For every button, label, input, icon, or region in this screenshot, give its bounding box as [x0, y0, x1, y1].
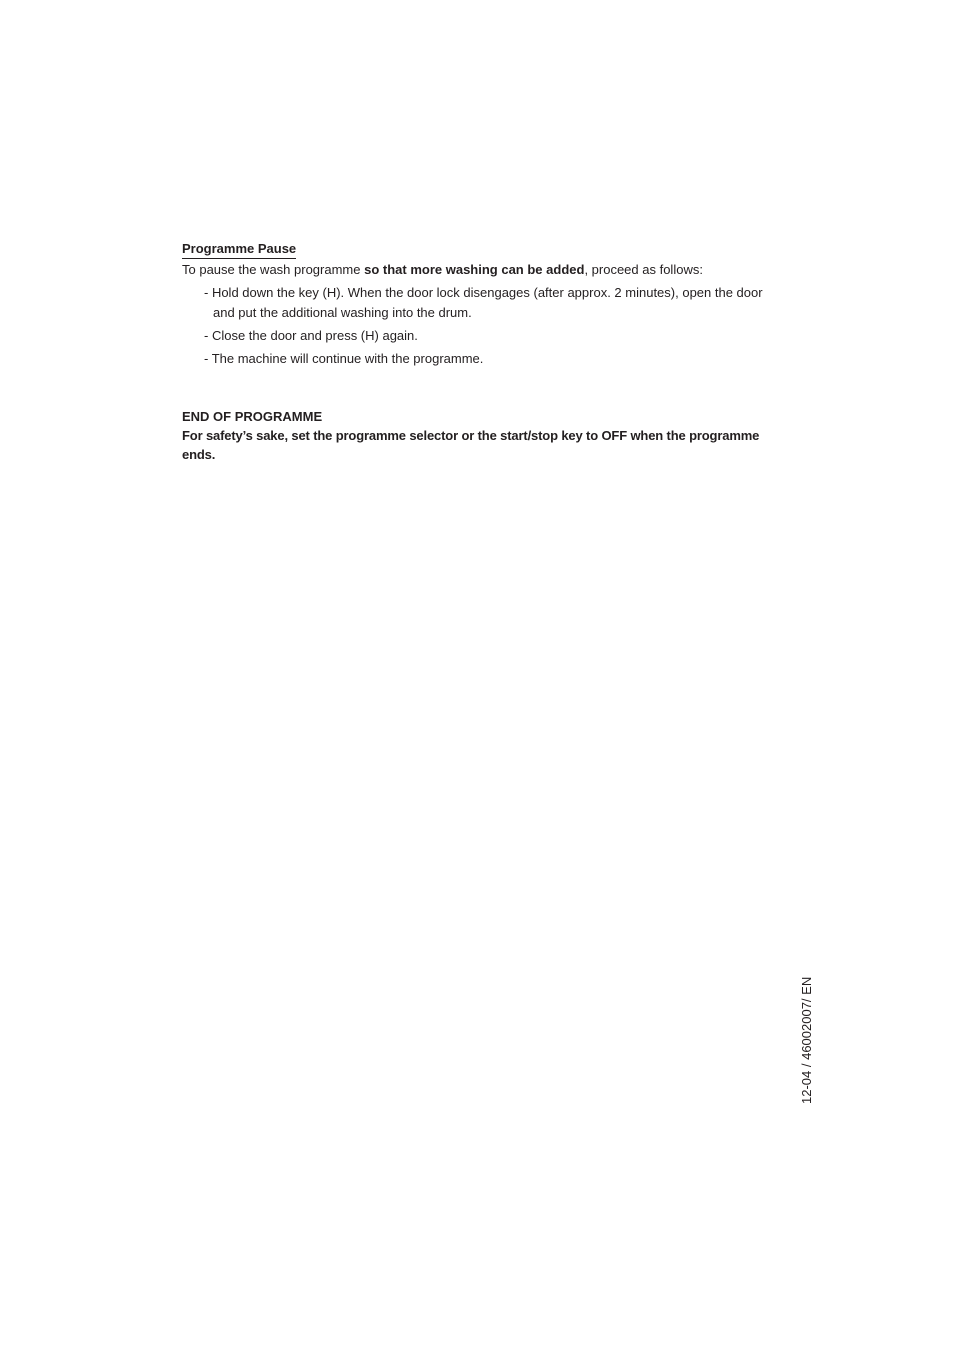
intro-text-bold: so that more washing can be added: [364, 262, 585, 277]
pause-step: - Hold down the key (H). When the door lock disengages (after approx. 2 minutes), open the door and put the additional washing into the drum.: [204, 285, 763, 320]
document-code: 12-04 / 46002007/ EN: [799, 976, 814, 1104]
end-of-programme-text: For safety’s sake, set the programme selector or the start/stop key to OFF when the programme ends.: [182, 428, 760, 462]
intro-text-start: To pause the wash programme: [182, 262, 365, 277]
end-of-programme-heading: END OF PROGRAMME: [182, 409, 323, 424]
pause-steps-list: [182, 283, 782, 369]
programme-pause-intro: [182, 261, 782, 279]
pause-step: - Close the door and press (H) again.: [204, 328, 418, 343]
document-content: [182, 240, 782, 464]
intro-text-end: , proceed as follows:: [584, 262, 703, 277]
pause-step: - The machine will continue with the programme.: [204, 351, 484, 366]
programme-pause-heading: Programme Pause: [182, 240, 296, 259]
